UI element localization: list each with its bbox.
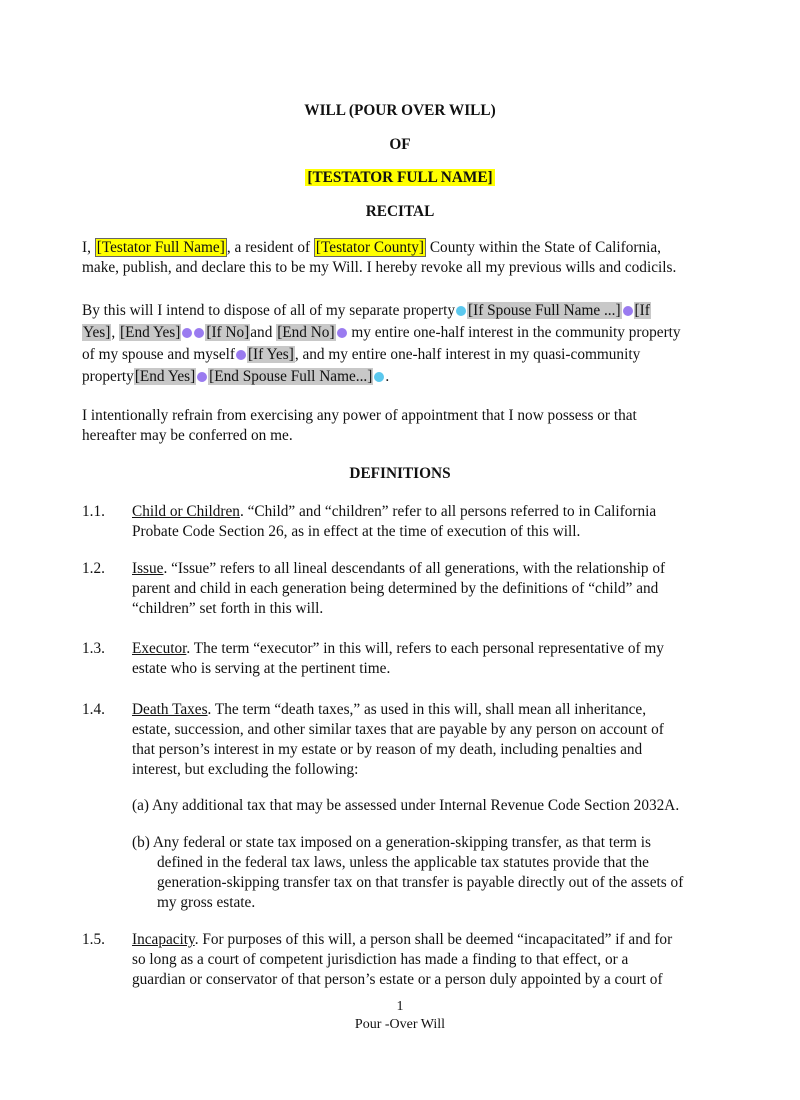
- field-marker-cyan-icon[interactable]: [374, 372, 384, 382]
- defined-term: Child or Children: [132, 503, 240, 520]
- defined-term: Death Taxes: [132, 701, 208, 718]
- recital-paragraph-1: [82, 238, 732, 278]
- text-run: ,: [111, 324, 120, 341]
- text-line: interest, but excluding the following:: [132, 761, 359, 778]
- text-run: By this will I intend to dispose of all of my separate property: [82, 302, 456, 319]
- field-marker-purple-icon[interactable]: [236, 350, 246, 360]
- text-line: “children” set forth in this will.: [132, 600, 324, 617]
- field-marker-purple-icon[interactable]: [197, 372, 207, 382]
- text-line: I intentionally refrain from exercising any power of appointment that I now possess or that: [82, 407, 637, 424]
- definitions-heading: DEFINITIONS: [349, 465, 451, 482]
- text-line: guardian or conservator of that person’s estate or a person duly appointed by a court of: [132, 971, 663, 988]
- item-number: 1.5.: [82, 931, 105, 948]
- subitem-b: [132, 833, 732, 913]
- defined-term: Incapacity: [132, 931, 195, 948]
- text-run: property: [82, 368, 134, 385]
- text-run: County within the State of California,: [426, 239, 661, 256]
- subitem-a: (a) Any additional tax that may be assessed under Internal Revenue Code Section 2032A.: [132, 797, 680, 814]
- if-no-field[interactable]: [If No]: [206, 324, 250, 341]
- text-run: . “Issue” refers to all lineal descendants of all generations, with the relationship of: [163, 560, 666, 577]
- text-run: .: [385, 368, 390, 385]
- recital-paragraph-2: [82, 300, 732, 388]
- recital-heading: RECITAL: [365, 203, 435, 220]
- item-number: 1.4.: [82, 701, 105, 718]
- text-run: . The term “death taxes,” as used in this will, shall mean all inheritance,: [207, 701, 647, 718]
- text-line: defined in the federal tax laws, unless the applicable tax statutes provide that the: [157, 854, 649, 871]
- text-line: estate, succession, and other similar taxes that are payable by any person on account of: [132, 721, 664, 738]
- text-run: of my spouse and myself: [82, 346, 235, 363]
- text-line: my gross estate.: [157, 894, 256, 911]
- end-yes-field-2[interactable]: [End Yes]: [134, 368, 196, 385]
- end-yes-field[interactable]: [End Yes]: [120, 324, 181, 341]
- end-spouse-field[interactable]: [End Spouse Full Name...]: [209, 368, 373, 385]
- text-line: make, publish, and declare this to be my Will. I hereby revoke all my previous wills and codicils.: [82, 259, 677, 276]
- testator-name-field[interactable]: [Testator Full Name]: [96, 239, 225, 256]
- defined-term: Issue: [132, 560, 164, 577]
- field-marker-purple-icon[interactable]: [194, 328, 204, 338]
- text-run: and: [250, 324, 277, 341]
- text-line: Probate Code Section 26, as in effect at the time of execution of this will.: [132, 523, 581, 540]
- text-run: , a resident of: [226, 239, 314, 256]
- page-number: 1: [396, 999, 404, 1014]
- recital-paragraph-3: [82, 406, 732, 446]
- text-run: , and my entire one-half interest in my quasi-community: [294, 346, 641, 363]
- testator-name-heading[interactable]: [0, 168, 800, 188]
- item-number: 1.3.: [82, 640, 105, 657]
- field-marker-purple-icon[interactable]: [337, 328, 347, 338]
- text-run: . For purposes of this will, a person shall be deemed “incapacitated” if and for: [194, 931, 673, 948]
- text-line: generation-skipping transfer tax on that transfer is payable directly out of the assets of: [157, 874, 684, 891]
- footer-doc-name: Pour -Over Will: [354, 1017, 446, 1032]
- item-number: 1.1.: [82, 503, 105, 520]
- text-line: that person’s interest in my estate or by reason of my death, including penalties and: [132, 741, 643, 758]
- text-run: my entire one-half interest in the community property: [347, 324, 681, 341]
- title-of: OF: [389, 136, 411, 153]
- text-line: estate who is serving at the pertinent time.: [132, 660, 391, 677]
- testator-name-placeholder[interactable]: [TESTATOR FULL NAME]: [307, 169, 493, 186]
- end-no-field[interactable]: [End No]: [277, 324, 335, 341]
- text-run: I,: [82, 239, 95, 256]
- text-run: . The term “executor” in this will, refers to each personal representative of my: [186, 640, 664, 657]
- defined-term: Executor: [132, 640, 187, 657]
- item-number: 1.2.: [82, 560, 105, 577]
- field-marker-purple-icon[interactable]: [623, 306, 633, 316]
- document-title: WILL (POUR OVER WILL): [304, 102, 496, 119]
- text-line: parent and child in each generation being determined by the definitions of “child” and: [132, 580, 659, 597]
- text-line: so long as a court of competent jurisdiction has made a finding to that effect, or a: [132, 951, 629, 968]
- text-run: . “Child” and “children” refer to all persons referred to in California: [239, 503, 657, 520]
- testator-county-field[interactable]: [Testator County]: [315, 239, 425, 256]
- text-line: hereafter may be conferred on me.: [82, 427, 293, 444]
- field-marker-purple-icon[interactable]: [182, 328, 192, 338]
- if-spouse-field[interactable]: [If Spouse Full Name ...]: [468, 302, 621, 319]
- if-yes-field-end[interactable]: Yes]: [83, 324, 111, 341]
- field-marker-cyan-icon[interactable]: [456, 306, 466, 316]
- text-line: (b) Any federal or state tax imposed on a generation-skipping transfer, as that term is: [132, 834, 651, 851]
- if-yes-field-start[interactable]: [If: [634, 302, 650, 319]
- if-yes-field-2[interactable]: [If Yes]: [247, 346, 294, 363]
